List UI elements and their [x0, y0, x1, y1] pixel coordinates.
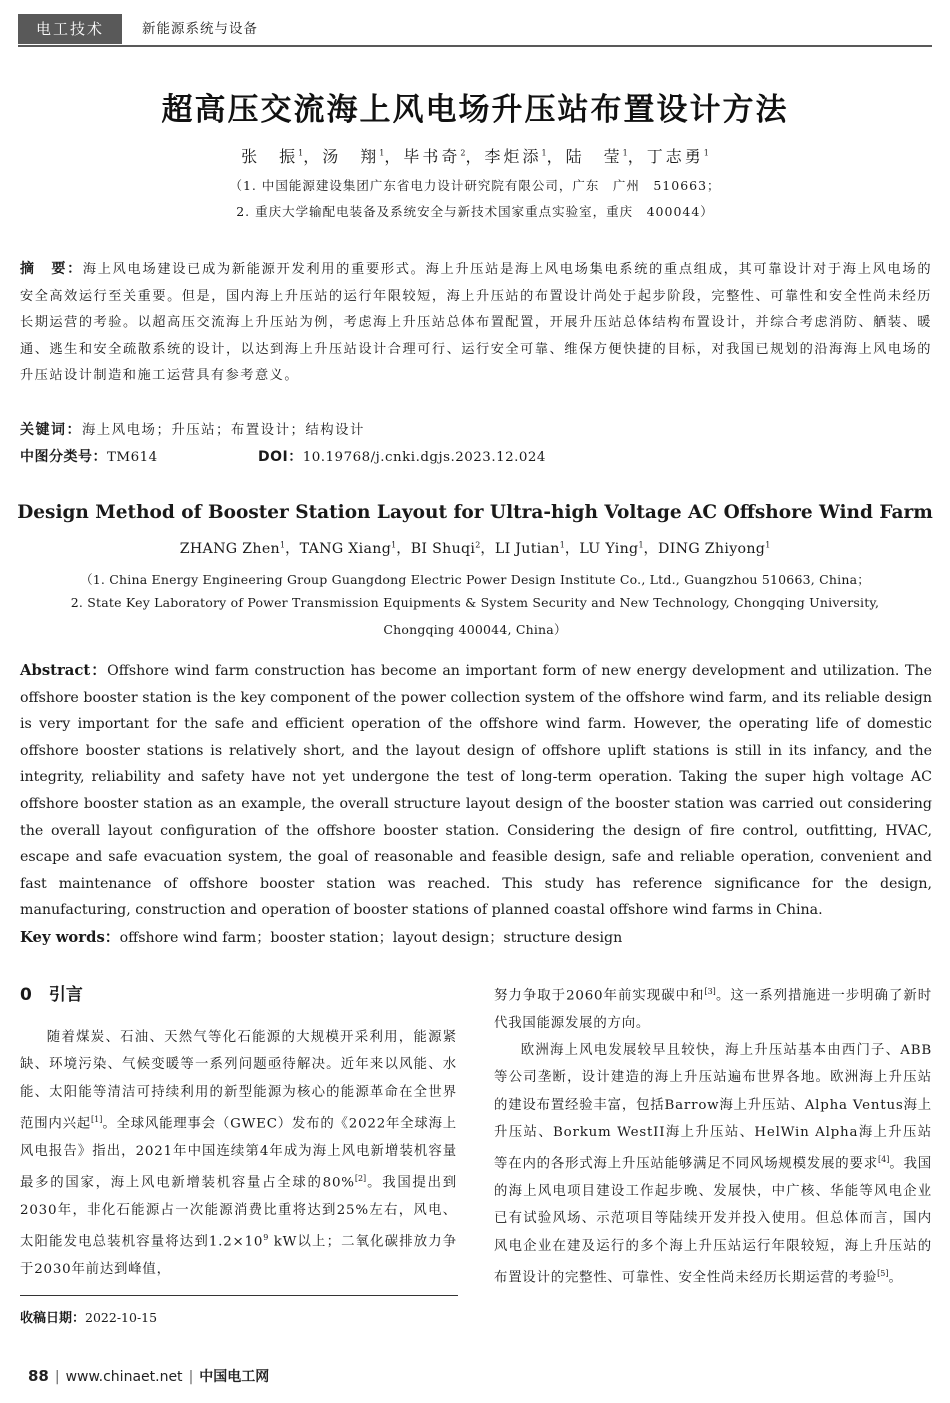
author-name: TANG Xiang	[299, 541, 392, 557]
citation-reference: [5]	[877, 1268, 889, 1278]
citation-reference: [4]	[877, 1155, 890, 1165]
footer-brand: 中国电工网	[199, 1369, 270, 1385]
authors-en	[0, 538, 950, 558]
author-name: LI Jutian	[494, 541, 560, 557]
received-label: 收稿日期：	[20, 1311, 86, 1326]
author-name: BI Shuqi	[410, 541, 476, 557]
author-affiliation-mark: 1	[279, 540, 286, 550]
author-name: 汤 翔	[322, 147, 380, 166]
author-name: LU Ying	[579, 541, 639, 557]
body-text: 。全球风能理事会（GWEC）发布的《2022年全球海上风电报告》指出，2021年中国连续第4年成为海上风电新增装机容量最多的国家，海上风电新增装机容量占全球的80%	[20, 1116, 457, 1191]
author-name: ZHANG Zhen	[179, 541, 280, 557]
author-affiliation-mark: 1	[703, 148, 709, 158]
doi-label: DOI：	[258, 449, 303, 465]
doi	[258, 446, 546, 466]
keywords-en	[20, 926, 622, 947]
author-name: 李炬添	[484, 147, 542, 166]
affiliation-en-1: （1. China Energy Engineering Group Guangdong Electric Power Design Institute Co., Ltd., Guangzhou 510663, China；	[80, 572, 870, 587]
author-name: 张 振	[241, 147, 299, 166]
citation-reference: [2]	[354, 1173, 367, 1183]
journal-column-tag: 电工技术	[18, 14, 122, 44]
paper-title-en: Design Method of Booster Station Layout for Ultra-high Voltage AC Offshore Wind Farm	[17, 502, 933, 523]
author-name: 毕书奇	[403, 147, 461, 166]
page-number: 88	[28, 1367, 49, 1385]
author-affiliation-mark: 1	[298, 148, 304, 158]
paper-title-cn: 超高压交流海上风电场升压站布置设计方法	[161, 92, 789, 128]
intro-paragraph-1	[20, 1024, 457, 1283]
keywords-en-text: offshore wind farm；booster station；layout design；structure design	[119, 930, 623, 946]
citation-reference: [1]	[90, 1114, 103, 1124]
body-text: kW以上；二氧化碳排放力争于2030年前达到峰值，	[20, 1234, 457, 1277]
author-separator: ，	[643, 541, 659, 557]
author-separator: ，	[384, 147, 404, 166]
clc-value: TM614	[107, 450, 158, 465]
affiliation-en-3: Chongqing 400044, China）	[383, 622, 567, 637]
body-text: 随着煤炭、石油、天然气等化石能源的大规模开采利用，能源紧缺、环境污染、气候变暖等一系列问题亟待解决。近年来以风能、水能、太阳能等清洁可持续利用的新型能源为核心的能源革命在全世界范围内兴起	[20, 1030, 457, 1132]
author-separator: ，	[546, 147, 566, 166]
author-affiliation-mark: 1	[622, 148, 628, 158]
body-text: 努力争取于2060年前实现碳中和	[494, 988, 705, 1004]
intro-paragraph-2	[494, 1037, 932, 1292]
section-heading-introduction: 0 引言	[20, 985, 83, 1005]
body-text: 。	[888, 1270, 903, 1286]
author-separator: ，	[396, 541, 411, 557]
footnote-rule	[20, 1295, 458, 1296]
doi-value: 10.19768/j.cnki.dgjs.2023.12.024	[302, 450, 546, 465]
footer-separator: |	[188, 1369, 194, 1385]
body-column-right	[494, 978, 932, 1292]
author-separator: ，	[285, 541, 300, 557]
affiliation-cn-1: （1. 中国能源建设集团广东省电力设计研究院有限公司，广东 广州 510663；	[229, 178, 721, 193]
author-affiliation-mark: 1	[765, 540, 771, 550]
author-separator: ，	[480, 541, 495, 557]
abstract-cn	[20, 256, 932, 390]
received-date	[20, 1307, 157, 1326]
citation-reference: [3]	[704, 987, 716, 996]
author-affiliation-mark: 1	[379, 148, 385, 158]
author-affiliation-mark: 2	[475, 540, 481, 550]
header-rule	[18, 45, 932, 47]
author-name: DING Zhiyong	[658, 541, 766, 557]
abstract-en-text: Offshore wind farm construction has become an important form of new energy development and utilization. The offshore booster station is the key component of the power collection system of the offshore wind farm, and its reliable design is very important for the safe and efficient operation of the offshore wind farm. However, the operating life of domestic offshore booster stations is relatively short, and the layout design of offshore uplift stations is still in its infancy, and the integrity, reliability and safety have not yet undergone the test of long-term operation. Taking the super high voltage AC offshore booster station as an example, the overall structure layout design of the booster station was carried out considering the overall layout configuration of the offshore booster station. Considering the design of fire control, outfitting, HVAC, escape and safe evacuation system, the goal of reasonable and feasible design, safe and reliable operation, convenient and fast maintenance of offshore booster station was reached. This study has reference significance for the design, manufacturing, construction and operation of booster stations of planned coastal offshore wind farms in China.	[20, 663, 932, 919]
body-text: 。我国的海上风电项目建设工作起步晚、发展快，中广核、华能等风电企业已有试验风场、示范项目等陆续开发并投入使用。但总体而言，国内风电企业在建及运行的多个海上升压站运行年限较短，海上升压站的布置设计的完整性、可靠性、安全性尚未经历长期运营的考验	[494, 1156, 932, 1286]
author-affiliation-mark: 1	[541, 148, 547, 158]
keywords-cn-text: 海上风电场；升压站；布置设计；结构设计	[82, 423, 365, 438]
affiliation-cn-2: 2. 重庆大学输配电装备及系统安全与新技术国家重点实验室，重庆 400044）	[236, 204, 714, 219]
body-text: 。这一系列措施进一步明确了新时代我国能源发展的方向。	[494, 988, 932, 1031]
author-separator: ，	[303, 147, 323, 166]
footer-separator: |	[54, 1369, 60, 1385]
author-separator: ，	[627, 147, 647, 166]
author-separator: ，	[564, 541, 580, 557]
author-affiliation-mark: 1	[638, 540, 644, 550]
clc-label: 中图分类号：	[20, 449, 107, 465]
body-text: 欧洲海上风电发展较早且较快，海上升压站基本由西门子、ABB等公司垄断，设计建造的海上升压站遍布世界各地。欧洲海上升压站的建设布置经验丰富，包括Barrow海上升压站、Alpha Ventus海上升压站、Borkum WestII海上升压站、HelWin Alpha海上升压站等在内的各形式海上升压站能够满足不同风场规模发展的要求	[494, 1043, 932, 1172]
page-footer	[28, 1366, 269, 1386]
author-affiliation-mark: 1	[559, 540, 565, 550]
keywords-en-label: Key words：	[20, 929, 120, 946]
abstract-cn-label: 摘 要：	[20, 261, 83, 277]
footer-url[interactable]: www.chinaet.net	[65, 1369, 183, 1385]
authors-cn	[0, 144, 950, 167]
author-name: 陆 莹	[565, 147, 623, 166]
journal-section-name: 新能源系统与设备	[142, 21, 258, 37]
received-value: 2022-10-15	[85, 1310, 158, 1325]
author-affiliation-mark: 1	[391, 540, 397, 550]
author-name: 丁志勇	[646, 147, 704, 166]
page-header	[18, 14, 932, 46]
abstract-en-label: Abstract：	[20, 662, 108, 679]
body-column-left	[20, 1024, 457, 1283]
intro-paragraph-1-continued	[494, 978, 932, 1037]
author-affiliation-mark: 2	[460, 148, 466, 158]
author-separator: ，	[465, 147, 485, 166]
keywords-cn	[20, 419, 365, 439]
affiliation-en-2: 2. State Key Laboratory of Power Transmission Equipments & System Security and New Technology, Chongqing University,	[70, 595, 880, 610]
exponent: 9	[263, 1233, 269, 1243]
abstract-en	[20, 658, 932, 924]
body-text: 。我国提出到2030年，非化石能源占一次能源消费比重将达到25%左右，风电、太阳能发电总装机容量将达到1.2×10	[20, 1175, 457, 1250]
keywords-cn-label: 关键词：	[20, 422, 82, 438]
abstract-cn-text: 海上风电场建设已成为新能源开发利用的重要形式。海上升压站是海上风电场集电系统的重点组成，其可靠设计对于海上风电场的安全高效运行至关重要。但是，国内海上升压站的运行年限较短，海上升压站的布置设计尚处于起步阶段，完整性、可靠性和安全性尚未经历长期运营的考验。以超高压交流海上升压站为例，考虑海上升压站总体布置配置，开展升压站总体结构布置设计，并综合考虑消防、舾装、暖通、逃生和安全疏散系统的设计，以达到海上升压站设计合理可行、运行安全可靠、维保方便快捷的目标，对我国已规划的沿海海上风电场的升压站设计制造和施工运营具有参考意义。	[20, 262, 932, 383]
clc-number	[20, 446, 158, 466]
